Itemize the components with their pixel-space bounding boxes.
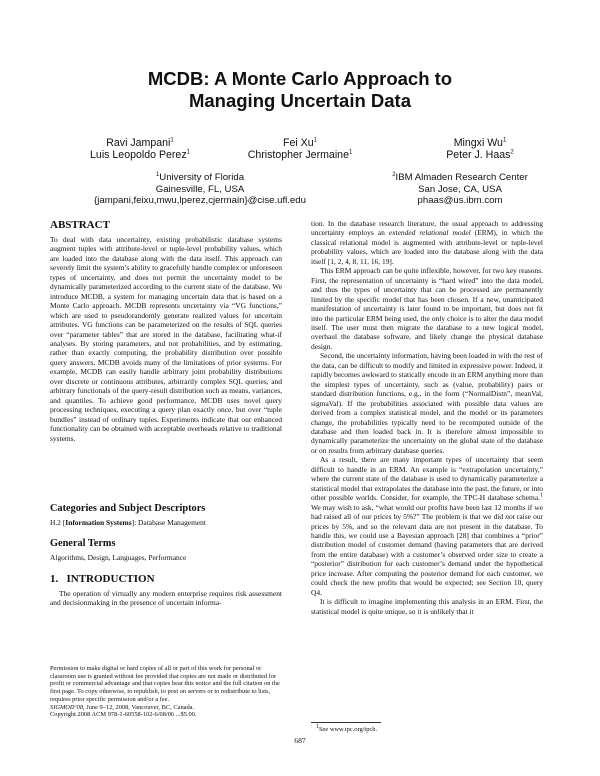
- author-1: Ravi Jampani$^1$: [106, 137, 174, 149]
- paper-title-line2: Managing Uncertain Data: [188, 90, 412, 111]
- paper-title-line1: MCDB: A Monte Carlo Approach to: [147, 68, 453, 89]
- footnote-rule: [311, 722, 381, 723]
- body-paragraph-5: It is difficult to imagine implementing this analysis in an ERM. First, the statistical model is quite unique, so it is unlikely that it: [311, 597, 543, 616]
- permission-notice: Permission to make digital or hard copies of all or part of this work for personal or classroom use is granted without fee provided that copies are not made or distributed for profit or commercial advantage and that copies bear this notice and the full citation on the first page. To copy otherwise, to republish, to post on servers or to redistribute to lists, requires prior specific permission and/or a fee. SIGMOD’08, June 9–12, 2008, Vancouver, BC, Canada. Copyright 2008 ACM 978-1-60558-102-6/08/06 ...$5.00.: [50, 665, 280, 719]
- affiliation-2-org: $^2$IBM Almaden Research Center: [392, 171, 528, 183]
- affiliation-1-email: {jampani,feixu,mwu,lperez,cjermain}@cise.ufl.edu: [94, 195, 306, 206]
- footnote-ref: 1: [540, 492, 543, 499]
- categories-heading: Categories and Subject Descriptors: [50, 503, 206, 514]
- body-paragraph-2: This ERM approach can be quite inflexible, however, for two key reasons. First, the representation of uncertainty is “hard wired” into the data model, and thus the types of uncertainty that can be processed are permanently limited by the specific model that has been chosen. If a new, unanticipated manifestation of uncertainty is later found to be important, but does not fit into the particular ERM being used, the only choice is to alter the data model itself. The user must then migrate the database to a new logical model, overhaul the database software, and likely change the physical database design.: [311, 266, 543, 351]
- author-6: Peter J. Haas$^2$: [446, 149, 514, 161]
- introduction-heading: 1. INTRODUCTION: [50, 573, 155, 585]
- author-2: Fei Xu$^1$: [283, 137, 317, 149]
- author-4: Luis Leopoldo Perez$^1$: [90, 149, 190, 161]
- body-paragraph-4: As a result, there are many important types of uncertainty that seem difficult to handle in an ERM. An example is “extrapolation uncertainty,” where the current state of the database is used to dynamically parameterize a statistical model that extrapolates the database into the past, the future, or into other possible worlds. Consider, for example, the TPC-H database schema.$^1$ We may wish to ask, “what would our profits have been last 12 months if we had raised all of our prices by 5%?” The problem is that we did not raise our prices by 5%, and so the relevant data are not present in the database. To handle this, we could use a Bayesian approach [28] that combines a “prior” distribution model of customer demand (having parameters that are derived from the entire database) with a customer’s observed order size to create a “posterior” distribution for each customer’s demand under the hypothetical price increase. After computing the posterior demand for each customer, we could check the new profits that would be expected; see Section 10, query Q4.: [311, 455, 543, 597]
- body-paragraph-3: Second, the uncertainty information, having been loaded in with the rest of the data, can be difficult to modify and limited in expressive power. Indeed, it rapidly becomes awkward to statically encode in an ERM anything more than the simplest types of uncertainty, such as (value, probability) pairs or standard distribution functions, e.g., in the form (“NormalDistn”, meanVal, sigmaVal). If the probabilities associated with possible data values are derived from a complex statistical model, and the model or its parameters change, the probabilities typically need to be recomputed outside of the database and then loaded back in. It is therefore almost impossible to dynamically parameterize the uncertainty on the global state of the database or on results from arbitrary database queries.: [311, 351, 543, 455]
- affiliation-1-location: Gainesville, FL, USA: [155, 183, 245, 195]
- abstract-heading: ABSTRACT: [50, 219, 110, 231]
- abstract-text: To deal with data uncertainty, existing probabilistic database systems augment tuples with attribute-level or tuple-level probability values, which are loaded into the database along with the data itself. This approach can severely limit the system’s ability to gracefully handle complex or unforeseen types of uncertainty, and does not permit the uncertainty model to be dynamically parameterized according to the current state of the database. We introduce MCDB, a system for managing uncertain data that is based on a Monte Carlo approach. MCDB represents uncertainty via “VG functions,” which are used to pseudorandomly generate realized values for uncertain attributes. VG functions can be parameterized on the results of SQL queries over “parameter tables” that are stored in the database, facilitating what-if analyses. By storing parameters, and not probabilities, and by estimating, rather than exactly computing, the probability distribution over possible query answers, MCDB avoids many of the limitations of prior systems. For example, MCDB can easily handle arbitrary joint probability distributions over discrete or continuous attributes, arbitrarily complex SQL queries, and arbitrary functionals of the query-result distribution such as means, variances, and quantiles. To achieve good performance, MCDB uses novel query processing techniques, executing a query plan exactly once, but over “tuple bundles” instead of ordinary tuples. Experiments indicate that our enhanced functionality can be obtained with acceptable overheads relative to traditional systems.: [50, 235, 282, 443]
- right-column: [311, 219, 543, 616]
- affiliation-1-org: $^1$University of Florida: [155, 171, 245, 183]
- author-5: Christopher Jermaine$^1$: [247, 149, 353, 161]
- categories-text: H.2 [Information Systems]: Database Management: [50, 518, 206, 527]
- introduction-text: The operation of virtually any modern enterprise requires risk assessment and decisionmaking in the presence of uncertain informa-: [50, 589, 282, 608]
- general-terms-text: Algorithms, Design, Languages, Performance: [50, 553, 187, 562]
- footnote: $^1$See www.tpc.org/tpch.: [316, 723, 378, 733]
- author-3: Mingxi Wu$^1$: [453, 137, 507, 149]
- affiliation-1: [70, 172, 330, 207]
- page-number: 687: [294, 736, 306, 745]
- general-terms-heading: General Terms: [50, 538, 116, 549]
- affiliation-2-email: phaas@us.ibm.com: [417, 195, 503, 206]
- affiliation-2: [360, 172, 560, 207]
- affiliation-2-location: San Jose, CA, USA: [418, 183, 502, 195]
- body-paragraph-1: tion. In the database research literature, the usual approach to addressing uncertainty employs an extended relational model (ERM), in which the classical relational model is augmented with attribute-level or tuple-level probability values, which are loaded into the database along with the data itself [1, 2, 4, 8, 11, 16, 19].: [311, 219, 543, 266]
